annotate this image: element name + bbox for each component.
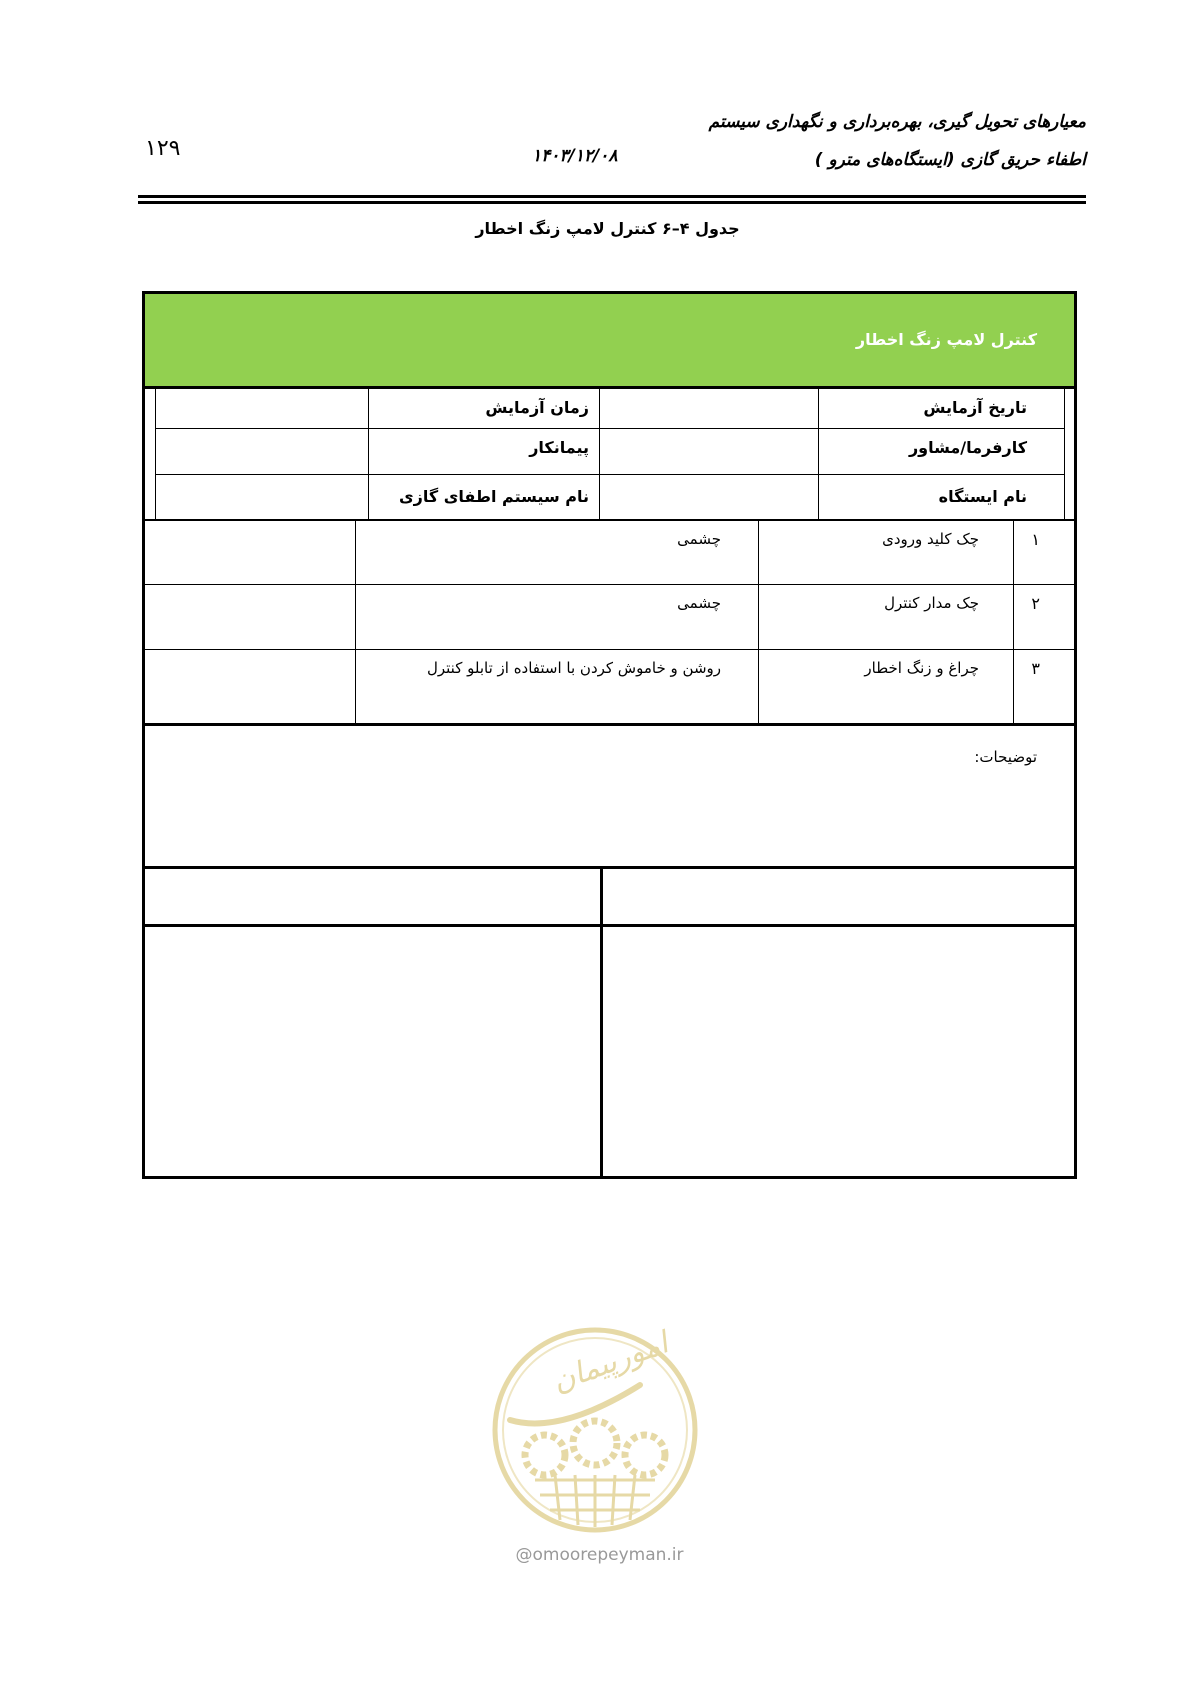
check-method: چشمی (677, 594, 721, 612)
page-number: ۱۲۹ (145, 136, 181, 161)
label-test-date: تاریخ آزمایش (923, 398, 1027, 417)
form-title: کنترل لامپ زنگ اخطار (855, 330, 1037, 349)
label-employer-consultant: کارفرما/مشاور (908, 438, 1027, 457)
label-station-name: نام ایستگاه (938, 487, 1027, 506)
label-gas-system-name: نام سیستم اطفای گازی (398, 487, 589, 506)
notes-area[interactable] (145, 726, 1074, 866)
header-date: ۱۴۰۳/۱۲/۰۸ (532, 146, 618, 166)
check-item: چراغ و زنگ اخطار (864, 659, 979, 677)
watermark-logo (490, 1325, 700, 1535)
header-rule-top (138, 195, 1086, 198)
signature-header-right (603, 869, 1074, 924)
watermark-logo-text: امورپیمان (547, 1325, 673, 1400)
label-contractor: پیمانکار (529, 438, 589, 457)
signature-header-left (145, 869, 600, 924)
check-item: چک کلید ورودی (882, 530, 979, 548)
info-table (155, 386, 1065, 519)
check-row-number: ۱ (1031, 530, 1040, 549)
check-method: روشن و خاموش کردن با استفاده از تابلو کنترل (426, 659, 721, 677)
form-header-band (145, 294, 1074, 389)
signature-box-left[interactable] (145, 927, 600, 1176)
check-row-number: ۳ (1031, 659, 1040, 678)
header-rule-bottom (138, 201, 1086, 204)
check-item: چک مدار کنترل (884, 594, 979, 612)
checks-table (145, 519, 1074, 725)
notes-label: توضیحات: (974, 748, 1037, 766)
header-title-line1: معیارهای تحویل گیری، بهره‌برداری و نگهداری سیستم (708, 112, 1086, 132)
check-form (142, 291, 1077, 1179)
check-method: چشمی (677, 530, 721, 548)
label-test-time: زمان آزمایش (485, 398, 589, 417)
signature-box-right[interactable] (603, 927, 1074, 1176)
check-row-number: ۲ (1031, 594, 1040, 613)
header-title-line2: اطفاء حریق گازی (ایستگاه‌های مترو ) (814, 150, 1086, 170)
watermark-caption: @omoorepeyman.ir (515, 1545, 684, 1565)
table-caption: جدول ۴–۶ کنترل لامپ زنگ اخطار (475, 219, 740, 238)
